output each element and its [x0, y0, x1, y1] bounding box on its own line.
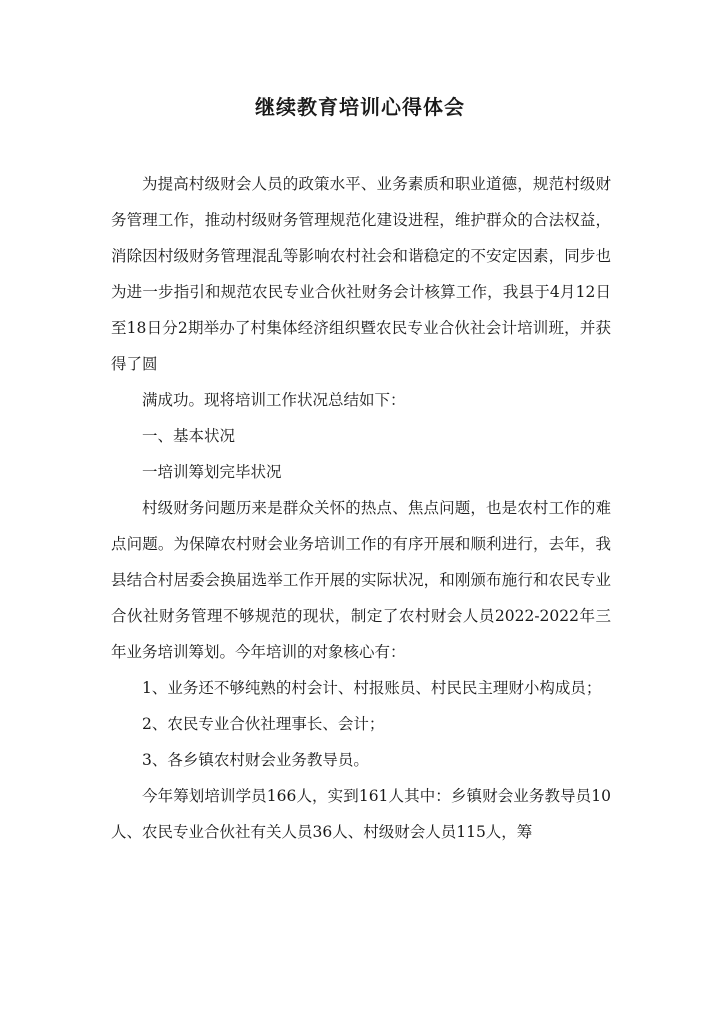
paragraph-training-background: 村级财务问题历来是群众关怀的热点、焦点问题，也是农村工作的难点问题。为保障农村财会业务培训工作的有序开展和顺利进行，去年，我县结合村居委会换届选举工作开展的实际状况，和刚颁布施行和农民专业合伙社财务管理不够规范的现状，制定了农村财会人员2022-2022年三年业务培训筹划。今年培训的对象核心有：	[111, 499, 611, 661]
document-body	[111, 166, 611, 850]
list-item-trainee-group-2: 2、农民专业合伙社理事长、会计；	[142, 715, 385, 733]
subsection-heading-training-plan: 一培训筹划完毕状况	[142, 463, 282, 481]
paragraph-trainee-counts: 今年筹划培训学员166人，实到161人其中：乡镇财会业务教导员10人、农民专业合伙社有关人员36人、村级财会人员115人，筹	[111, 787, 611, 841]
paragraph-intro-continued: 满成功。现将培训工作状况总结如下：	[142, 391, 406, 409]
section-heading-basic-status: 一、基本状况	[142, 427, 236, 445]
paragraph-intro: 为提高村级财会人员的政策水平、业务素质和职业道德，规范村级财务管理工作，推动村级财务管理规范化建设进程，维护群众的合法权益，消除因村级财务管理混乱等影响农村社会和谐稳定的不安定因素，同步也为进一步指引和规范农民专业合伙社财务会计核算工作，我县于4月12日至18日分2期举办了村集体经济组织暨农民专业合伙社会计培训班，并获得了圆	[111, 175, 611, 373]
document-title: 继续教育培训心得体会	[255, 95, 465, 119]
list-item-trainee-group-1: 1、业务还不够纯熟的村会计、村报账员、村民民主理财小构成员；	[142, 679, 602, 697]
list-item-trainee-group-3: 3、各乡镇农村财会业务教导员。	[142, 751, 369, 769]
